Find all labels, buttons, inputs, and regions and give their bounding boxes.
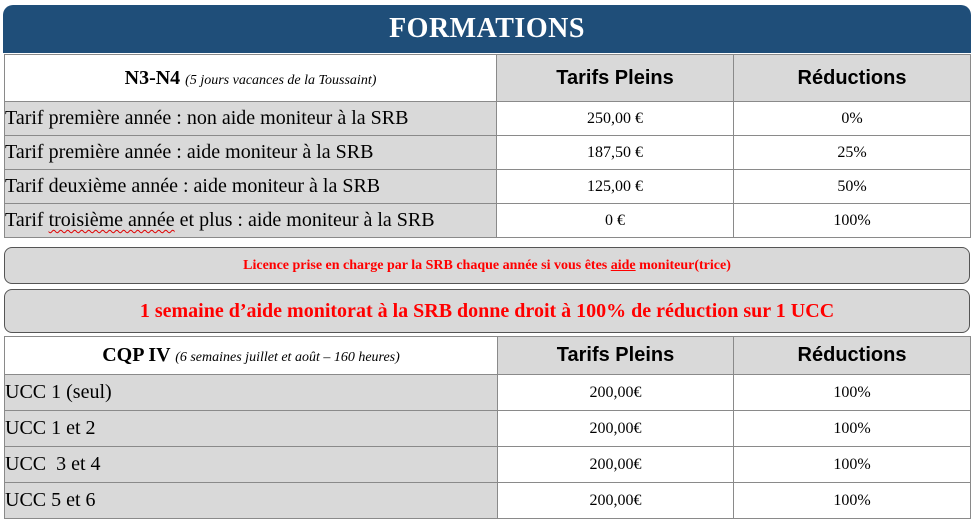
row-reduction: 25% — [734, 136, 971, 170]
row-label: Tarif première année : aide moniteur à la SRB — [5, 136, 497, 170]
row-tarif: 200,00€ — [498, 447, 734, 483]
row-reduction: 50% — [734, 170, 971, 204]
row-reduction: 100% — [734, 447, 971, 483]
row-tarif: 125,00 € — [497, 170, 734, 204]
cqp-title-cell — [5, 337, 498, 375]
row-tarif: 200,00€ — [498, 411, 734, 447]
row-label — [5, 204, 497, 238]
table-row — [5, 411, 971, 447]
cqp-note: (6 semaines juillet et août – 160 heures) — [175, 350, 400, 365]
row-label: UCC 1 et 2 — [5, 411, 498, 447]
n3-n4-title-cell — [5, 55, 497, 102]
label-suffix: et plus : aide moniteur à la SRB — [174, 209, 435, 231]
row-reduction: 0% — [734, 102, 971, 136]
table-row — [5, 447, 971, 483]
licence-notice — [4, 247, 970, 284]
monitorat-text: 1 semaine d’aide monitorat à la SRB donne droit à 100% de réduction sur 1 UCC — [139, 299, 835, 322]
n3-n4-table — [4, 54, 971, 238]
cqp-iv-table — [4, 336, 971, 519]
row-label: Tarif deuxième année : aide moniteur à la SRB — [5, 170, 497, 204]
row-reduction: 100% — [734, 204, 971, 238]
formations-banner — [3, 5, 971, 53]
n3-n4-title: N3-N4 — [124, 66, 181, 89]
row-tarif: 0 € — [497, 204, 734, 238]
table-row — [5, 483, 971, 519]
row-reduction: 100% — [734, 375, 971, 411]
table-row — [5, 204, 971, 238]
row-reduction: 100% — [734, 483, 971, 519]
reductions-header: Réductions — [734, 55, 971, 102]
table-header-row — [5, 337, 971, 375]
row-label: Tarif première année : non aide moniteur à la SRB — [5, 102, 497, 136]
row-tarif: 200,00€ — [498, 483, 734, 519]
row-label: UCC 5 et 6 — [5, 483, 498, 519]
notice-aide: aide — [610, 257, 636, 273]
row-tarif: 250,00 € — [497, 102, 734, 136]
row-tarif: 200,00€ — [498, 375, 734, 411]
row-label: UCC 3 et 4 — [5, 447, 498, 483]
table-row — [5, 102, 971, 136]
notice-before: Licence prise en charge par la SRB chaque année si vous êtes — [243, 257, 608, 273]
row-reduction: 100% — [734, 411, 971, 447]
reductions-header: Réductions — [734, 337, 971, 375]
monitorat-notice — [4, 289, 970, 333]
label-spellcheck-word: troisième année — [48, 209, 175, 231]
table-row — [5, 136, 971, 170]
notice-after: moniteur(trice) — [639, 257, 731, 273]
table-row — [5, 170, 971, 204]
banner-title: FORMATIONS — [389, 13, 585, 44]
cqp-title: CQP IV — [102, 344, 171, 366]
table-row — [5, 375, 971, 411]
tarifs-header: Tarifs Pleins — [498, 337, 734, 375]
table-header-row — [5, 55, 971, 102]
label-prefix: Tarif — [5, 209, 49, 231]
n3-n4-note: (5 jours vacances de la Toussaint) — [185, 72, 377, 88]
row-tarif: 187,50 € — [497, 136, 734, 170]
tarifs-header: Tarifs Pleins — [497, 55, 734, 102]
row-label: UCC 1 (seul) — [5, 375, 498, 411]
